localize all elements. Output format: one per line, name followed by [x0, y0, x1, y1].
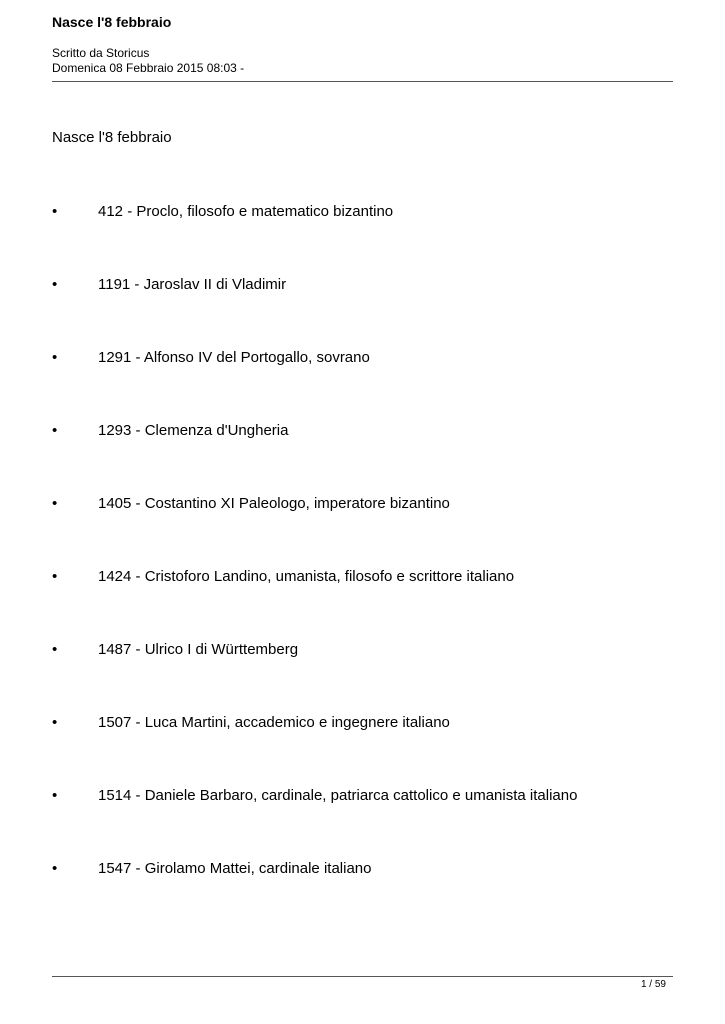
- header-title: Nasce l'8 febbraio: [52, 14, 172, 30]
- header-divider: [52, 81, 673, 82]
- bullet-icon: •: [52, 860, 58, 877]
- bullet-icon: •: [52, 495, 58, 512]
- bullet-icon: •: [52, 276, 58, 293]
- footer-divider: [52, 976, 673, 977]
- list-item-text: 1291 - Alfonso IV del Portogallo, sovrano: [98, 349, 370, 366]
- author-line: Scritto da Storicus: [52, 46, 150, 60]
- list-item-text: 1293 - Clemenza d'Ungheria: [98, 422, 289, 439]
- bullet-icon: •: [52, 422, 58, 439]
- list-item-text: 1191 - Jaroslav II di Vladimir: [98, 276, 287, 293]
- bullet-icon: •: [52, 641, 58, 658]
- list-item-text: 1487 - Ulrico I di Württemberg: [98, 641, 299, 658]
- bullet-icon: •: [52, 787, 58, 804]
- list-item-text: 1507 - Luca Martini, accademico e ingegnere italiano: [98, 714, 450, 731]
- bullet-icon: •: [52, 714, 58, 731]
- bullet-icon: •: [52, 203, 58, 220]
- header-meta: [52, 46, 244, 76]
- document-title: Nasce l'8 febbraio: [52, 129, 172, 146]
- bullet-icon: •: [52, 349, 58, 366]
- date-line: Domenica 08 Febbraio 2015 08:03 -: [52, 61, 245, 75]
- page-number: 1 / 59: [640, 979, 666, 990]
- list-item-text: 1547 - Girolamo Mattei, cardinale italiano: [98, 860, 372, 877]
- list-item-text: 1405 - Costantino XI Paleologo, imperatore bizantino: [98, 495, 450, 512]
- list-item-text: 412 - Proclo, filosofo e matematico bizantino: [98, 203, 394, 220]
- list-item-text: 1424 - Cristoforo Landino, umanista, filosofo e scrittore italiano: [98, 568, 515, 585]
- list-item-text: 1514 - Daniele Barbaro, cardinale, patriarca cattolico e umanista italiano: [98, 787, 578, 804]
- bullet-icon: •: [52, 568, 58, 585]
